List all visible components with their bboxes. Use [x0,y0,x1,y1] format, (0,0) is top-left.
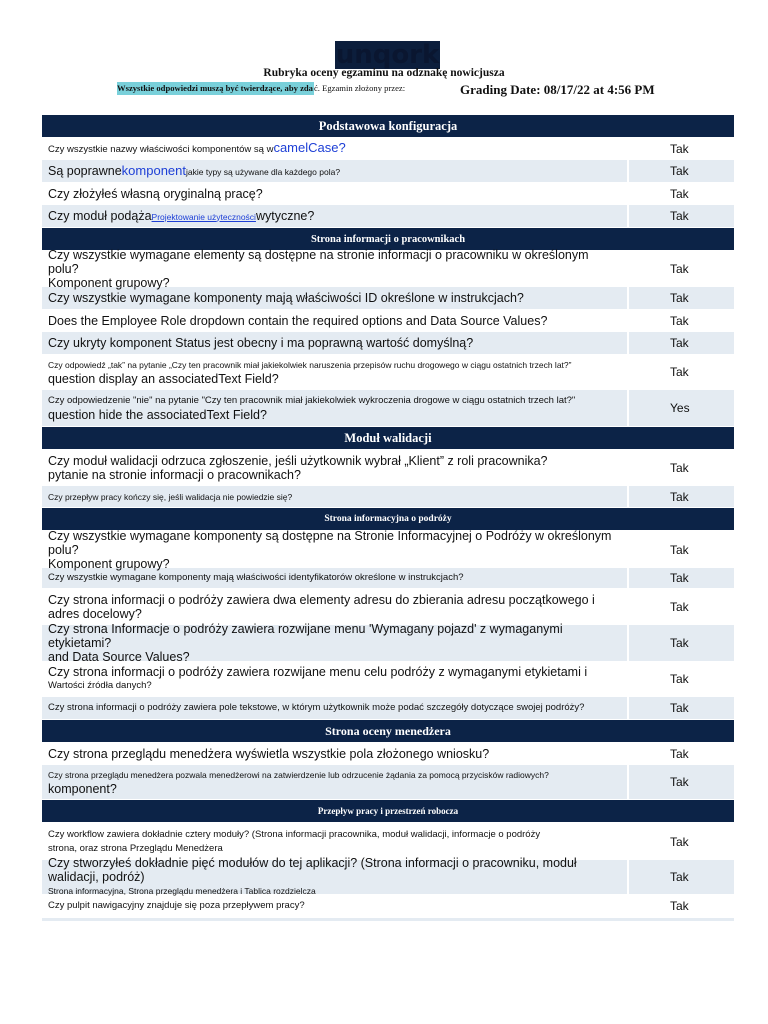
question-text: Czy strona przeglądu menedżera wyświetla wszystkie pola złożonego wniosku? [48,747,490,761]
question-line-2: strona, oraz strona Przeglądu Menedżera [48,842,223,854]
question-text: Czy moduł podąża [48,208,152,223]
question-line-2: question display an associatedText Field? [48,372,279,386]
answer-cell: Tak [627,588,734,625]
answer-cell: Tak [627,823,734,860]
answer-cell: Tak [627,354,734,390]
answer-cell: Tak [627,697,734,719]
question-line-1: Czy strona informacji o podróży zawiera rozwijane menu celu podróży z wymaganymi etykietami i [48,665,588,679]
table-row [42,390,734,426]
question-line-1: Czy strona Informacje o podróży zawiera rozwijane menu 'Wymagany pojazd' z wymaganymi etykietami? [48,622,563,650]
table-row [42,248,734,290]
unqork-logo: unqork [335,41,440,69]
question-line-2: pytanie na stronie informacji o pracownikach? [48,468,301,482]
question-text: Czy przepływ pracy kończy się, jeśli walidacja nie powiedzie się? [48,491,293,502]
table-row [42,743,734,765]
answer-cell: Tak [627,625,734,661]
question-cell [42,332,627,354]
question-line-1: Czy wszystkie wymagane elementy są dostępne na stronie informacji o pracowniku w określonym polu? [48,248,589,276]
section-header-manager-review: Strona oceny menedżera [42,720,734,742]
table-row [42,450,734,486]
question-cell [42,486,627,507]
question-text: jakie typy są używane dla każdego pola? [186,166,341,177]
section-header-travel-info: Strona informacyjna o podróży [42,508,734,530]
question-cell [42,160,627,182]
table-row [42,486,734,507]
question-line-1: Czy moduł walidacji odrzuca zgłoszenie, jeśli użytkownik wybrał „Klient” z roli pracownika? [48,454,548,468]
table-row [42,205,734,227]
question-line-1: Czy odpowiedzenie "nie" na pytanie "Czy ten pracownik miał jakiekolwiek wykroczenia drogowe w ciągu ostatnich trzech lat?" [48,395,576,406]
question-line-2: adres docelowy? [48,606,142,621]
answer-cell: Tak [627,531,734,568]
answer-cell: Tak [627,251,734,287]
question-text: Czy ukryty komponent Status jest obecny i ma poprawną wartość domyślną? [48,336,474,350]
table-row [42,894,734,918]
camelcase-link[interactable]: camelCase [273,140,339,155]
answer-cell: Tak [627,860,734,894]
question-line-2: and Data Source Values? [48,650,190,664]
question-line-1: Czy wszystkie wymagane komponenty są dostępne na Stronie Informacyjnej o Podróży w określonym polu? [48,528,612,557]
table-row [42,182,734,205]
table-row [42,160,734,182]
table-row [42,588,734,625]
answer-cell: Tak [627,568,734,588]
question-cell [42,390,627,426]
question-cell [42,354,627,390]
question-line-1: Czy stworzyłeś dokładnie pięć modułów do tej aplikacji? (Strona informacji o pracowniku, moduł walidacji, podróż) [48,856,577,884]
question-cell [42,450,627,486]
question-cell [42,309,627,332]
page-title: Rubryka oceny egzaminu na odznakę nowicjusza [263,67,505,79]
question-line-2: question hide the associatedText Field? [48,408,267,422]
question-line-2: Wartości źródła danych? [48,680,152,691]
question-line-1: Czy odpowiedź „tak” na pytanie „Czy ten pracownik miał jakiekolwiek naruszenia przepisów ruchu drogowego w ciągu ostatnich trzech lat?” [48,360,572,370]
table-row [42,138,734,160]
answer-cell: Tak [627,138,734,160]
question-text: ? [338,140,346,155]
section-header-employee-info: Strona informacji o pracownikach [42,228,734,250]
question-line-1: Czy workflow zawiera dokładnie cztery moduły? (Strona informacji pracownika, moduł walidacji, informacje o podróży [48,828,541,840]
answer-cell: Tak [627,182,734,205]
table-row [42,765,734,799]
answer-cell: Tak [627,205,734,227]
answer-cell: Tak [627,160,734,182]
table-row [42,856,734,896]
question-cell [42,856,627,896]
question-text: Czy pulpit nawigacyjny znajduje się poza przepływem pracy? [48,900,305,911]
answer-cell: Tak [627,450,734,486]
table-row [42,354,734,390]
question-text: Czy wszystkie wymagane komponenty mają właściwości identyfikatorów określone w instrukcjach? [48,572,464,583]
question-text: Does the Employee Role dropdown contain the required options and Data Source Values? [48,313,548,328]
table-row [42,528,734,571]
question-cell [42,138,627,160]
question-cell [42,528,627,571]
question-cell [42,588,627,625]
answer-cell: Tak [627,743,734,765]
question-cell [42,894,627,918]
section-header-basic-config: Podstawowa konfiguracja [42,115,734,137]
question-line-2: Komponent grupowy? [48,276,170,290]
question-cell [42,661,627,697]
question-cell [42,287,627,309]
question-line-2: Strona informacyjna, Strona przeglądu menedżera i Tablica rozdzielcza [48,886,316,896]
question-line-2: Komponent grupowy? [48,556,170,571]
instruction-highlight: Wszystkie odpowiedzi muszą być twierdzące, aby zda [117,83,313,93]
grading-date: Grading Date: 08/17/22 at 4:56 PM [460,82,655,97]
answer-cell: Tak [627,894,734,918]
table-row [42,309,734,332]
question-line-1: Czy strona przeglądu menedżera pozwala menedżerowi na zatwierdzenie lub odrzucenie żądania za pomocą przycisków radiowych? [48,770,549,780]
question-cell [42,622,627,664]
question-cell [42,743,627,765]
table-row [42,287,734,309]
question-text: Są poprawne [48,163,122,178]
table-row [42,823,734,860]
answer-cell: Tak [627,309,734,332]
section-header-workflow: Przepływ pracy i przestrzeń robocza [42,800,734,822]
answer-cell: Tak [627,486,734,507]
table-row [42,622,734,664]
instruction-rest: ć. Egzamin złożony przez: [313,83,406,93]
answer-cell: Tak [627,332,734,354]
question-cell [42,823,627,860]
question-cell [42,205,627,227]
question-cell [42,765,627,799]
usability-design-link[interactable]: Projektowanie użyteczności [151,211,256,222]
section-header-validation: Moduł walidacji [42,427,734,449]
question-text: wytyczne? [255,208,315,223]
table-row [42,661,734,697]
table-bottom-border [42,918,734,921]
question-text: Czy strona informacji o podróży zawiera pole tekstowe, w którym użytkownik może podać szczegóły dotyczące swojej podróży? [48,702,585,713]
answer-cell: Yes [627,390,734,426]
question-text: Czy wszystkie nazwy właściwości komponentów są w [48,144,274,155]
answer-cell: Tak [627,661,734,697]
question-cell [42,248,627,290]
answer-cell: Tak [627,765,734,799]
question-line-2: komponent? [48,782,117,796]
question-cell [42,182,627,205]
question-cell [42,697,627,719]
table-row [42,568,734,588]
question-line-1: Czy strona informacji o podróży zawiera dwa elementy adresu do zbierania adresu początkowego i [48,592,595,607]
question-text: Czy wszystkie wymagane komponenty mają właściwości ID określone w instrukcjach? [48,291,524,305]
table-row [42,332,734,354]
question-cell [42,568,627,588]
table-row [42,697,734,719]
instructions [117,83,405,93]
question-text: Czy złożyłeś własną oryginalną pracę? [48,186,263,201]
rubric-table [42,115,734,921]
answer-cell: Tak [627,287,734,309]
component-link[interactable]: komponent [121,162,186,178]
